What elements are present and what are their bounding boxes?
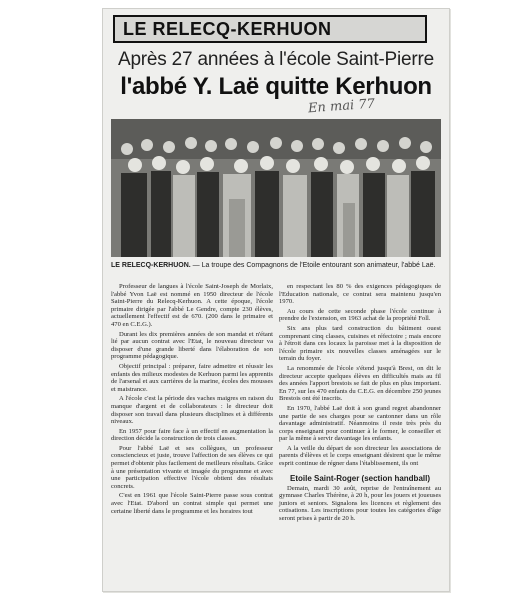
caption-text: — La troupe des Compagnons de l'Etoile entourant son animateur, l'abbé Laë. xyxy=(190,262,436,269)
paragraph: Pour l'abbé Laë et ses collègues, un professeur consciencieux et juste, trouve l'affection de ses élèves ce qui permet d'obtenir plus facilement de meilleurs résultats. Grâce à une présentation vivante et imagée du programme et avec une participation effective l'école obtient des résultats concrets. xyxy=(111,444,273,490)
photo-caption xyxy=(111,261,443,270)
sports-paragraph: Demain, mardi 30 août, reprise de l'entraînement au gymnase Charles Thérène, à 20 h, pour les jouers et joueuses juniors et seniors. Signalons les licences et règlement des cotisations. Les inscriptions pour toutes les catégories d'âge seront prises à partir de 20 h. xyxy=(279,484,441,523)
paragraph: Durant les dix premières années de son mandat et n'étant lié par aucun contrat avec l'Etat, le nouveau directeur va disposer d'une grande liberté dans l'élaboration de son programme pédagogique. xyxy=(111,330,273,361)
newspaper-clipping xyxy=(102,8,450,592)
article-column-left xyxy=(111,283,273,517)
sports-subhead: Etoile Saint-Roger (section handball) xyxy=(289,473,430,483)
group-photo xyxy=(111,119,441,257)
article-column-right xyxy=(279,283,441,525)
paragraph: en respectant les 80 % des exigences pédagogiques de l'Education nationale, ce contrat sera maintenu jusqu'en 1970. xyxy=(279,283,441,306)
paragraph: Au cours de cette seconde phase l'école continue à prendre de l'extension, en 1963 achat de la propriété Foll. xyxy=(279,307,441,323)
headline-main: l'abbé Y. Laë quitte Kerhuon xyxy=(120,73,432,100)
paragraph: En 1957 pour faire face à un effectif en augmentation la direction décide la construction de trois classes. xyxy=(111,427,273,443)
section-banner: LE RELECQ-KERHUON xyxy=(113,15,427,43)
paragraph: Professeur de langues à l'école Saint-Joseph de Morlaix, l'abbé Yvon Laë est nommé en 1950 directeur de l'école Saint-Pierre du Relecq-Kerhuon. A cette époque, l'école primaire dirigée par l'abbé Le Gendre, compte 230 élèves, actuellement l'effectif est de 670. (200 dans le primaire et 470 en C.E.G.). xyxy=(111,283,273,328)
paragraph: Objectif principal : préparer, faire admettre et réussir les enfants des milieux modestes de Kerhuon parmi les apprentis de l'arsenal et aux carrières de la marine, écoles des mousses et maistrance. xyxy=(111,362,273,393)
headline-kicker: Après 27 années à l'école Saint-Pierre xyxy=(117,49,435,70)
paragraph: Six ans plus tard construction du bâtiment ouest comprenant cinq classes, cuisines et réfectoire ; mais encore à l'étroit dans ces locaux la paroisse met à la disposition de l'école primaire six nouvelles classes aménagées sur le terrain du foyer. xyxy=(279,324,441,363)
paragraph: A la veille du départ de son directeur les associations de parents d'élèves et le corps enseignant désirent que le même esprit continue de régner dans l'établissement, ils ont xyxy=(279,444,441,468)
paragraph: A l'école c'est la période des vaches maigres en raison du manque d'argent et de collaborateurs : le directeur doit disposer son travail dans plusieurs disciplines et à différents niveaux. xyxy=(111,395,273,426)
group-photo-image xyxy=(111,119,441,257)
paragraph: En 1970, l'abbé Laë doit à son grand regret abandonner une partie de ses charges pour se cantonner dans un rôle davantage administratif. Néanmoins il reste très près du corps enseignant pour continuer à le former, le conseiller et par la même à servir davantage les enfants. xyxy=(279,404,441,443)
paragraph: C'est en 1961 que l'école Saint-Pierre passe sous contrat avec l'Etat. D'abord un contrat simple qui permet une certaine liberté dans le programme et les horaires tout xyxy=(111,492,273,515)
paragraph: La renommée de l'école s'étend jusqu'à Brest, on dit le directeur accepte quelques élèves en difficultés mais au fil des années l'apport brestois se fait de plus en plus important. En 77, sur les 470 enfants du C.E.G. en décembre 250 jeunes Brestois ont été inscrits. xyxy=(279,364,441,403)
caption-place: LE RELECQ-KERHUON. xyxy=(111,262,191,269)
handwritten-date: En mai 77 xyxy=(307,96,376,117)
